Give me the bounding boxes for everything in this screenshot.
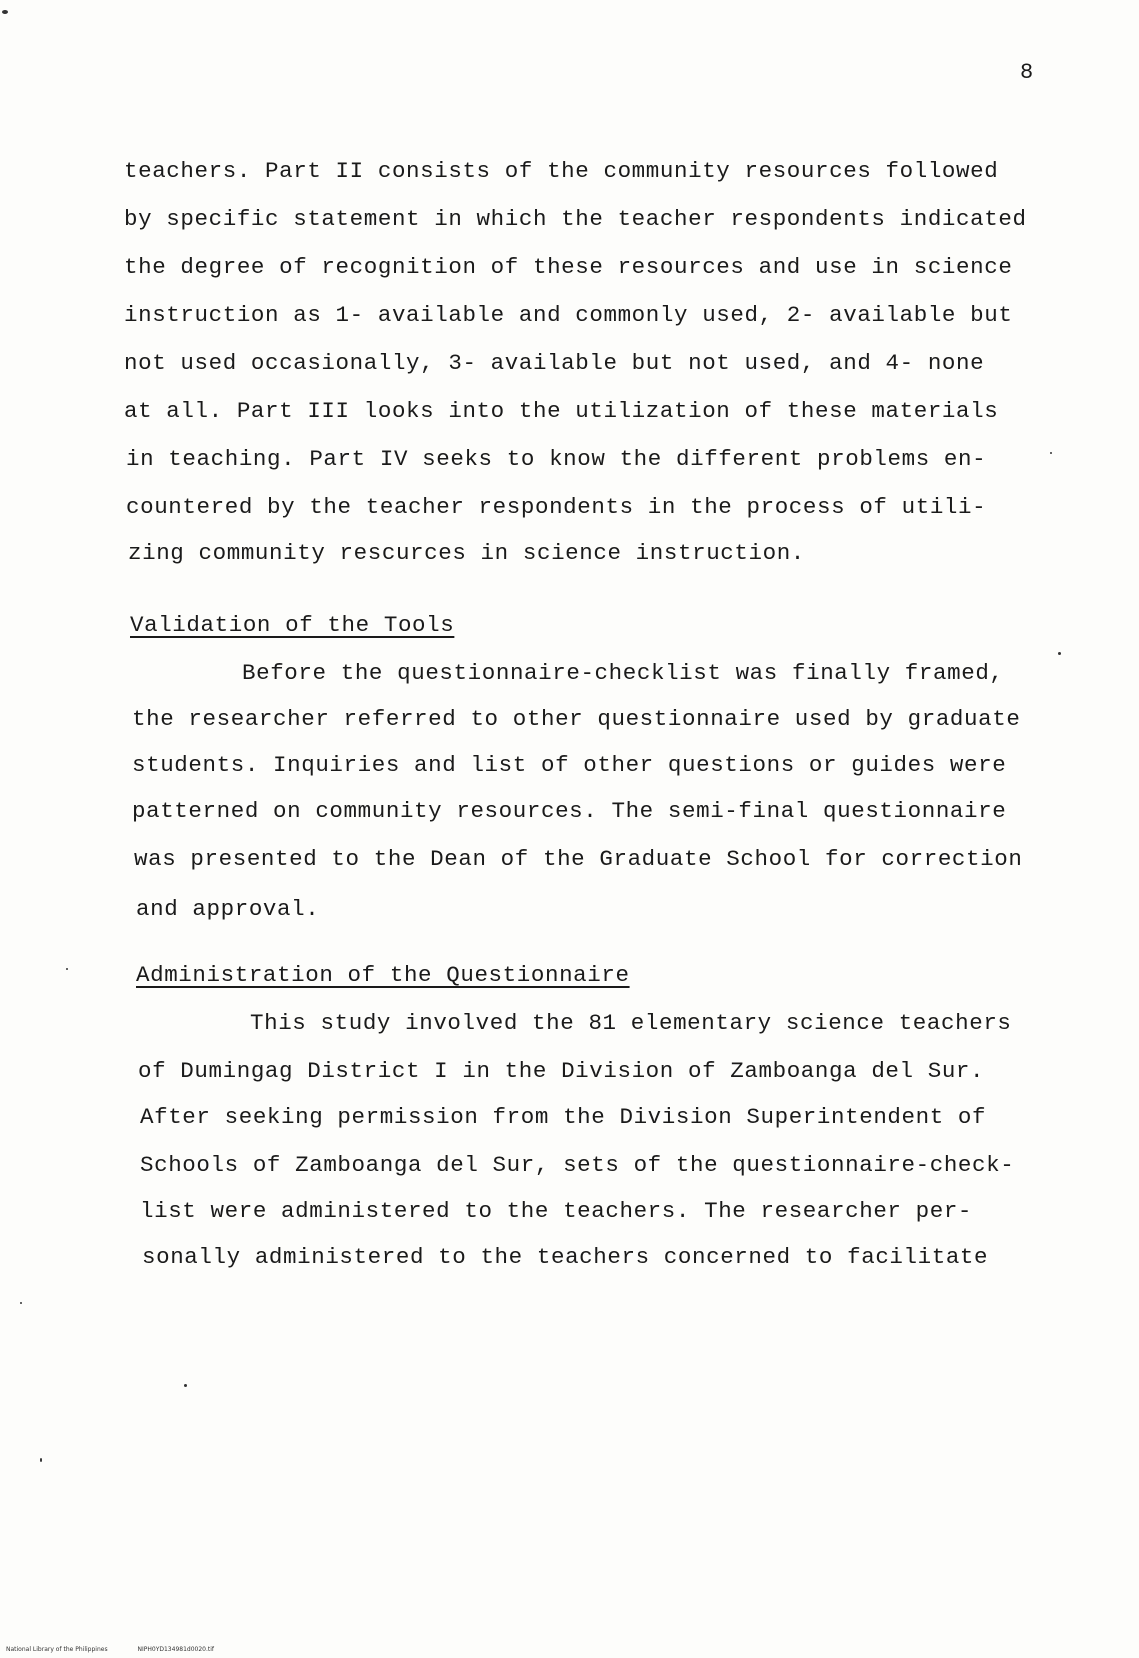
paragraph-line: in teaching. Part IV seeks to know the different problems en- — [126, 446, 987, 472]
section-heading-validation: Validation of the Tools — [130, 612, 455, 638]
scan-speck — [40, 1458, 42, 1462]
scan-speck — [184, 1384, 187, 1387]
paragraph-line: the degree of recognition of these resources and use in science — [124, 254, 1013, 280]
paragraph-line: After seeking permission from the Division Superintendent of — [140, 1104, 987, 1130]
scan-speck — [1050, 452, 1052, 454]
paragraph-line: at all. Part III looks into the utilization of these materials — [124, 398, 999, 424]
paragraph-line: Schools of Zamboanga del Sur, sets of the questionnaire-check- — [140, 1152, 1015, 1178]
paragraph-line: instruction as 1- available and commonly used, 2- available but — [124, 302, 1013, 328]
paragraph-line: list were administered to the teachers. The researcher per- — [140, 1198, 973, 1224]
paragraph-line: not used occasionally, 3- available but not used, and 4- none — [124, 350, 985, 376]
paragraph-line: was presented to the Dean of the Graduate School for correction — [134, 846, 1023, 872]
section-heading-administration: Administration of the Questionnaire — [136, 962, 630, 988]
scan-speck — [66, 968, 68, 970]
paragraph-line: patterned on community resources. The semi-final questionnaire — [132, 798, 1007, 824]
footer-library: National Library of the Philippines — [6, 1646, 108, 1653]
paragraph-line: teachers. Part II consists of the community resources followed — [124, 158, 999, 184]
scan-speck — [2, 10, 8, 14]
paragraph-line: zing community rescurces in science instruction. — [128, 540, 805, 566]
scan-speck — [20, 1302, 22, 1304]
paragraph-line: the researcher referred to other questionnaire used by graduate — [132, 706, 1021, 732]
paragraph-line: sonally administered to the teachers concerned to facilitate — [142, 1244, 989, 1270]
scan-footer — [6, 1646, 242, 1653]
paragraph-line: of Dumingag District I in the Division of Zamboanga del Sur. — [138, 1058, 985, 1084]
paragraph-line: Before the questionnaire-checklist was finally framed, — [242, 660, 1004, 686]
paragraph-line: students. Inquiries and list of other questions or guides were — [132, 752, 1007, 778]
paragraph-line: by specific statement in which the teacher respondents indicated — [124, 206, 1027, 232]
footer-file-id: NIPH0YD134981d0020.tif — [137, 1646, 215, 1653]
paragraph-line: and approval. — [136, 896, 320, 922]
paragraph-line: countered by the teacher respondents in the process of utili- — [126, 494, 987, 520]
page-number: 8 — [1020, 60, 1035, 85]
paragraph-line: This study involved the 81 elementary science teachers — [250, 1010, 1012, 1036]
scan-speck — [1058, 652, 1061, 655]
